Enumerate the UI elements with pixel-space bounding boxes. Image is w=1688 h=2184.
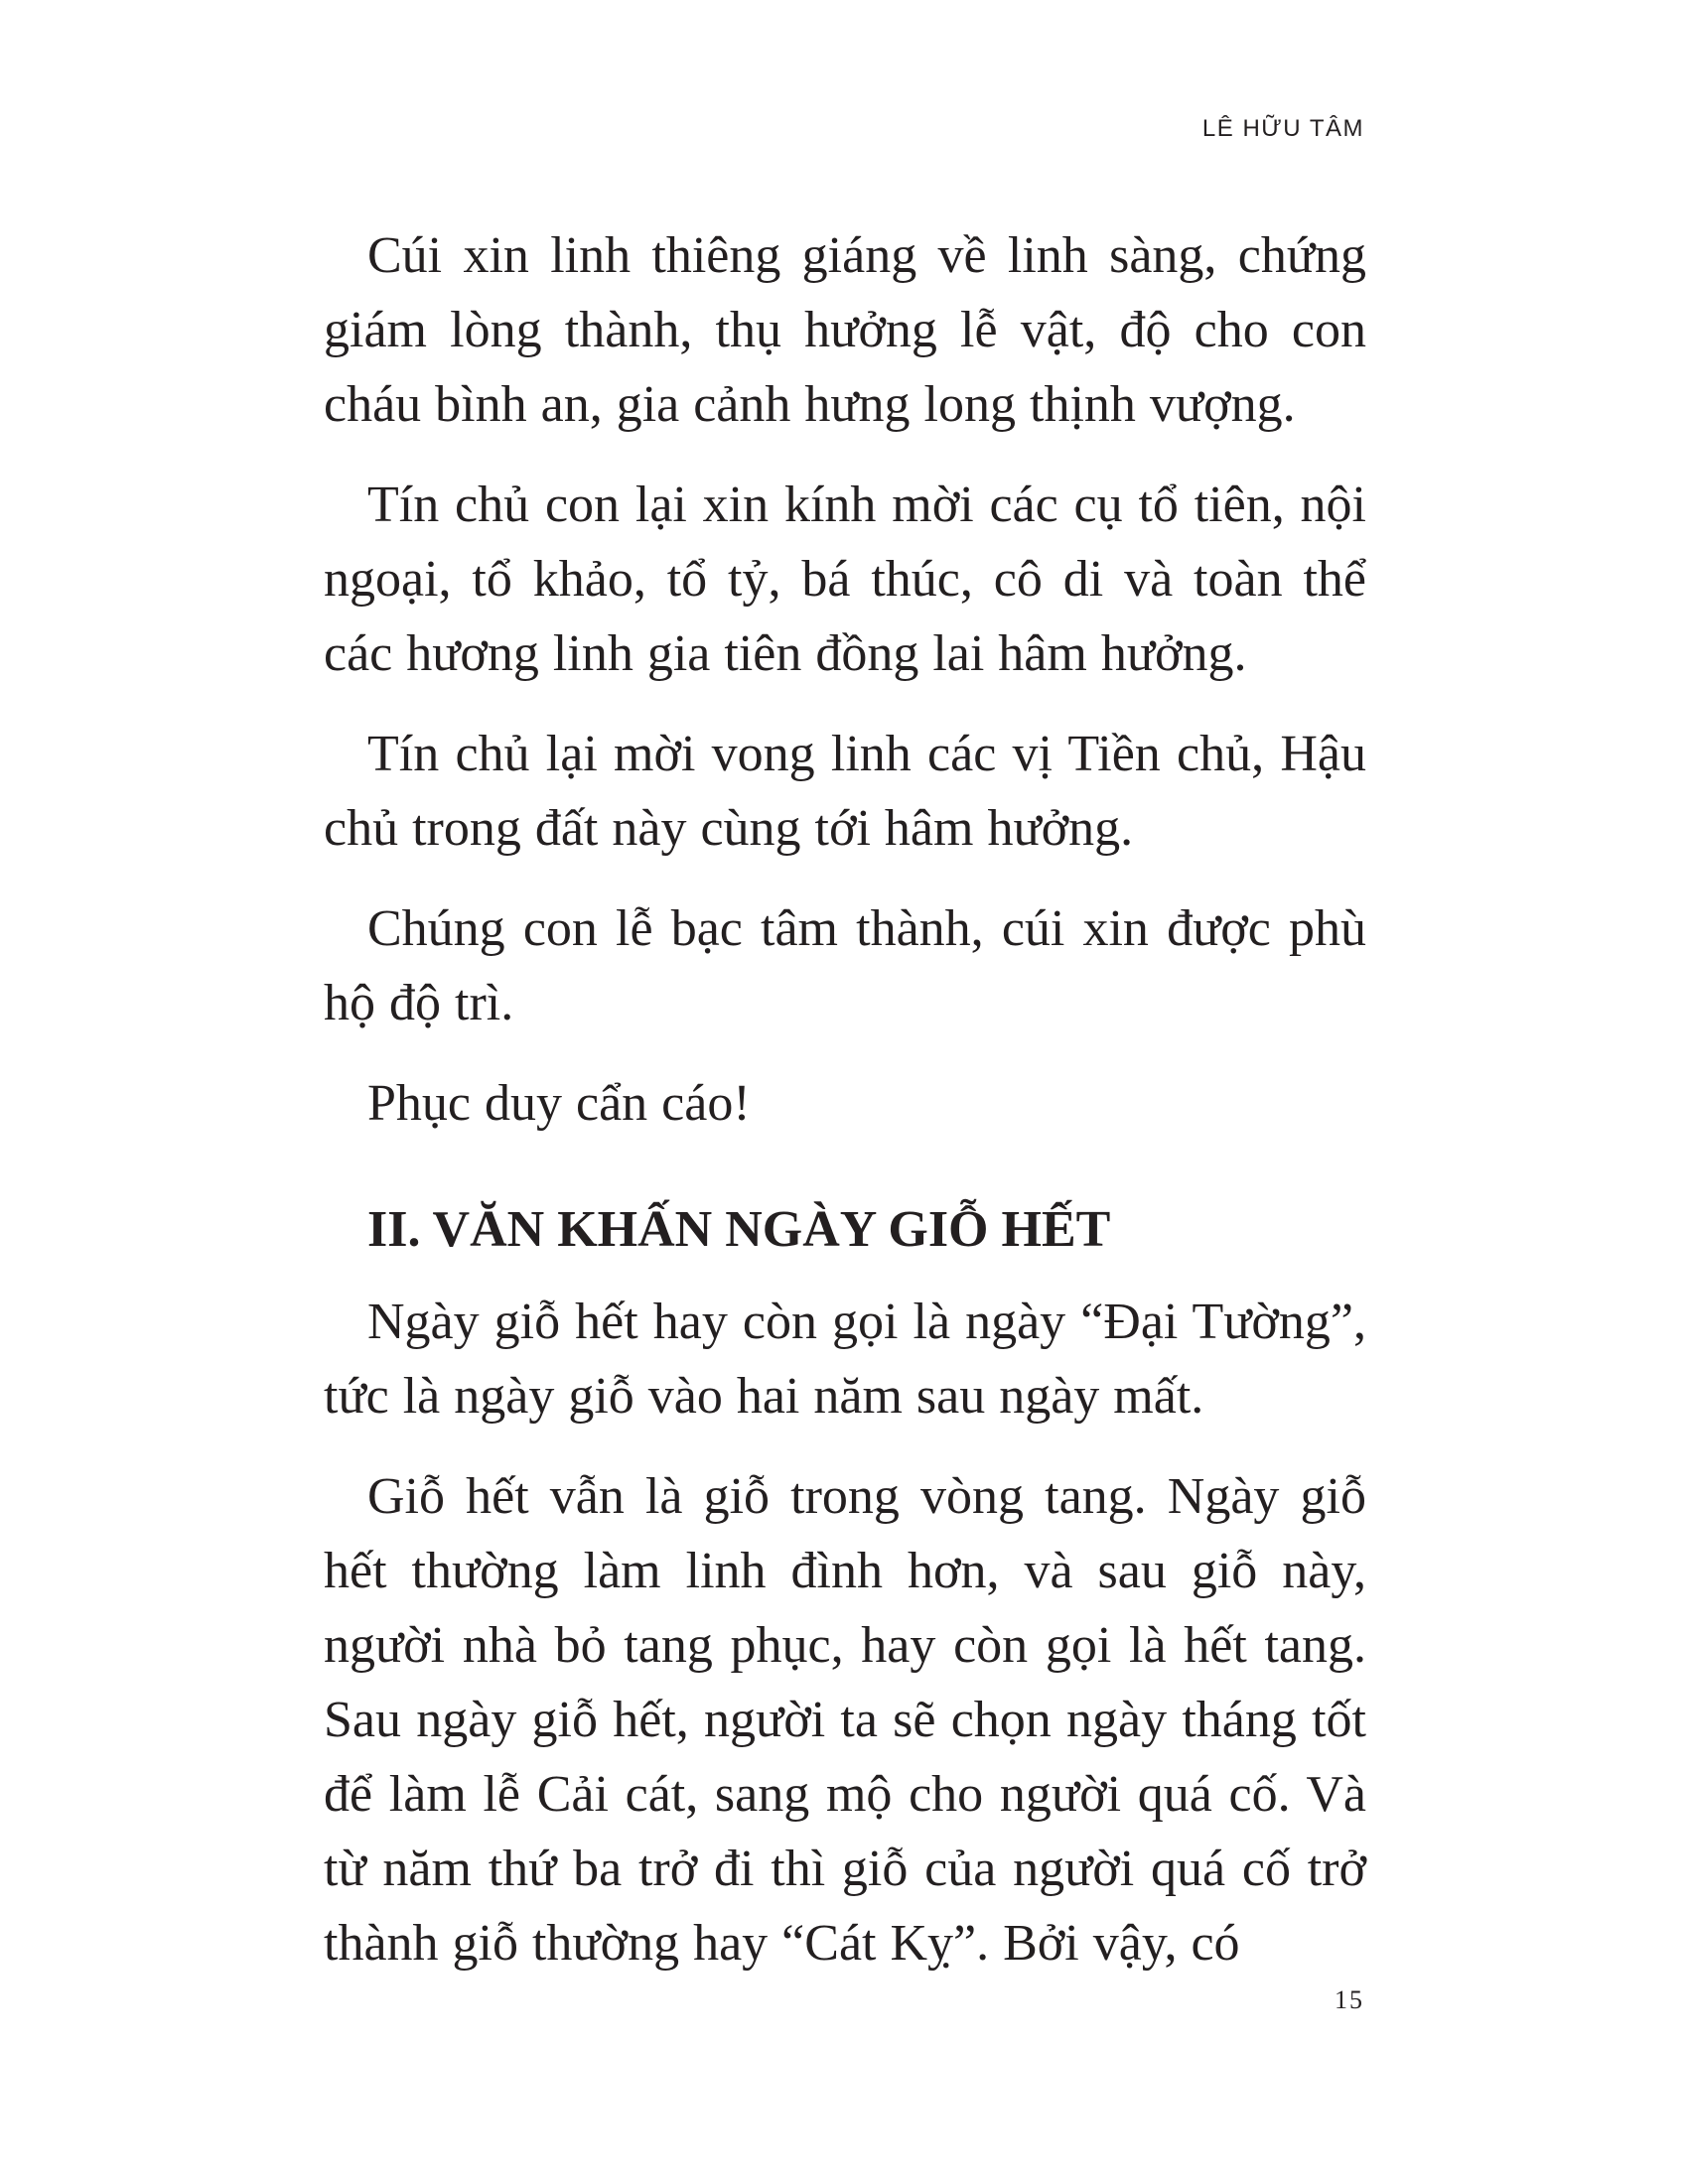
- paragraph: Giỗ hết vẫn là giỗ trong vòng tang. Ngày giỗ hết thường làm linh đình hơn, và sau giỗ này, người nhà bỏ tang phục, hay còn gọi là hết tang. Sau ngày giỗ hết, người ta sẽ chọn ngày tháng tốt để làm lễ Cải cát, sang mộ cho người quá cố. Và từ năm thứ ba trở đi thì giỗ của người quá cố trở thành giỗ thường hay “Cát Kỵ”. Bởi vậy, có: [324, 1468, 1366, 1972]
- paragraph: Phục duy cẩn cáo!: [367, 1075, 751, 1132]
- page-body: [324, 218, 1366, 2006]
- section-heading: II. VĂN KHẤN NGÀY GIỖ HẾT: [367, 1201, 1111, 1258]
- paragraph: Ngày giỗ hết hay còn gọi là ngày “Đại Tường”, tức là ngày giỗ vào hai năm sau ngày mất.: [324, 1294, 1366, 1425]
- running-head: LÊ HỮU TÂM: [1201, 115, 1364, 142]
- paragraph: Tín chủ lại mời vong linh các vị Tiền chủ, Hậu chủ trong đất này cùng tới hâm hưởng.: [324, 726, 1366, 857]
- page-number: 15: [1335, 1985, 1364, 2014]
- paragraph: Tín chủ con lại xin kính mời các cụ tổ tiên, nội ngoại, tổ khảo, tổ tỷ, bá thúc, cô di và toàn thể các hương linh gia tiên đồng lai hâm hưởng.: [324, 477, 1366, 682]
- paragraph: Cúi xin linh thiêng giáng về linh sàng, chứng giám lòng thành, thụ hưởng lễ vật, độ cho con cháu bình an, gia cảnh hưng long thịnh vượng.: [324, 227, 1366, 433]
- paragraph: Chúng con lễ bạc tâm thành, cúi xin được phù hộ độ trì.: [324, 900, 1366, 1031]
